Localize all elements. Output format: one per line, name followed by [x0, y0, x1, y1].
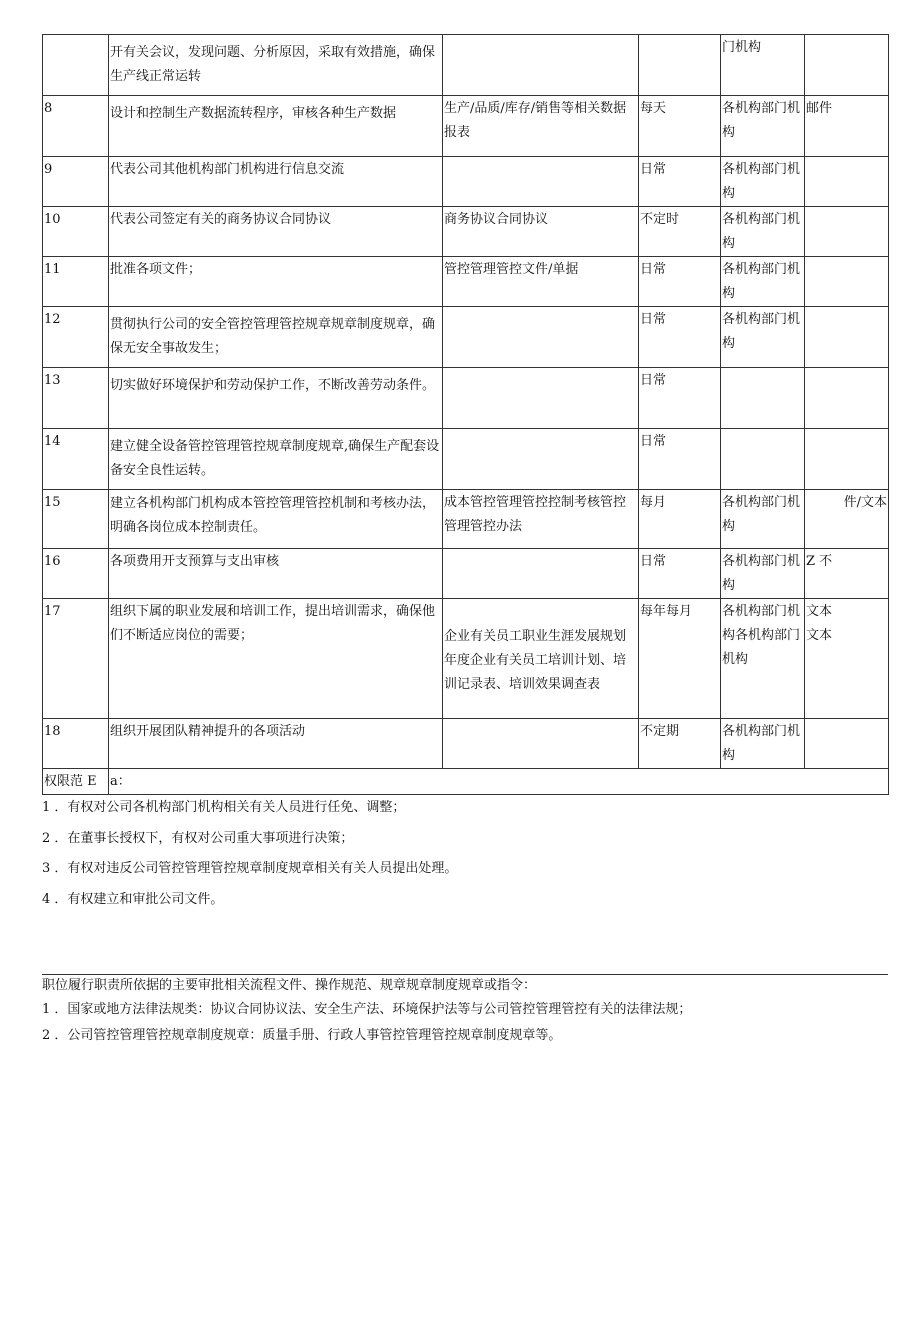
row-frequency: 不定期 [639, 719, 721, 769]
authority-list [42, 796, 888, 918]
row-description: 开有关会议，发现问题、分析原因，采取有效措施，确保生产线正常运转 [109, 35, 443, 96]
basis-item: 2 ．公司管控管理管控规章制度规章：质量手册、行政人事管控管理管控规章制度规章等。 [42, 1028, 562, 1043]
row-method: 文本 文本 [805, 599, 889, 719]
row-target: 各机构部门机构 [721, 307, 805, 368]
row-frequency: 日常 [639, 257, 721, 307]
row-number: 15 [43, 490, 109, 549]
table-row [43, 257, 889, 307]
row-target: 各机构部门机构 [721, 157, 805, 207]
row-number: 9 [43, 157, 109, 207]
basis-section [42, 974, 888, 1049]
row-description: 各项费用开支预算与支出审核 [109, 549, 443, 599]
authority-label: 权限范 E [43, 769, 109, 795]
row-output [443, 307, 639, 368]
row-number [43, 35, 109, 96]
row-frequency: 每天 [639, 96, 721, 157]
row-frequency: 日常 [639, 429, 721, 490]
row-target: 各机构部门机构 [721, 719, 805, 769]
row-output [443, 549, 639, 599]
row-frequency: 日常 [639, 157, 721, 207]
row-method [805, 429, 889, 490]
row-description: 设计和控制生产数据流转程序，审核各种生产数据 [109, 96, 443, 157]
duties-table [42, 34, 889, 795]
row-output [443, 35, 639, 96]
row-output: 企业有关员工职业生涯发展规划 年度企业有关员工培训计划、培训记录表、培训效果调查表 [443, 599, 639, 719]
authority-item: 4 ．有权建立和审批公司文件。 [42, 891, 224, 907]
authority-row [43, 769, 889, 795]
row-method: 邮件 [805, 96, 889, 157]
authority-item: 3 ．有权对违反公司管控管理管控规章制度规章相关有关人员提出处理。 [42, 861, 458, 876]
row-target [721, 368, 805, 429]
row-output: 商务协议合同协议 [443, 207, 639, 257]
row-description: 建立各机构部门机构成本管控管理管控机制和考核办法，明确各岗位成本控制责任。 [109, 490, 443, 549]
table-row [43, 207, 889, 257]
row-number: 11 [43, 257, 109, 307]
row-target: 各机构部门机构 [721, 549, 805, 599]
row-description: 代表公司其他机构部门机构进行信息交流 [109, 157, 443, 207]
row-method [805, 307, 889, 368]
row-frequency: 日常 [639, 549, 721, 599]
row-method: 件/文本 [805, 490, 889, 549]
row-description: 切实做好环境保护和劳动保护工作，不断改善劳动条件。 [109, 368, 443, 429]
row-output [443, 157, 639, 207]
row-frequency: 每月 [639, 490, 721, 549]
row-frequency: 日常 [639, 307, 721, 368]
row-number: 16 [43, 549, 109, 599]
row-target: 各机构部门机构 [721, 257, 805, 307]
row-target: 各机构部门机构各机构部门机构 [721, 599, 805, 719]
row-method [805, 35, 889, 96]
row-frequency: 日常 [639, 368, 721, 429]
row-output: 成本管控管理管控控制考核管控管理管控办法 [443, 490, 639, 549]
row-description: 组织开展团队精神提升的各项活动 [109, 719, 443, 769]
table-row [43, 307, 889, 368]
row-output [443, 429, 639, 490]
row-number: 13 [43, 368, 109, 429]
row-description: 建立健全设备管控管理管控规章制度规章,确保生产配套设备安全良性运转。 [109, 429, 443, 490]
row-target: 各机构部门机构 [721, 96, 805, 157]
row-frequency: 每年每月 [639, 599, 721, 719]
row-output: 管控管理管控文件/单据 [443, 257, 639, 307]
basis-title: 职位履行职责所依据的主要审批相关流程文件、操作规范、规章规章制度规章或指令： [42, 978, 537, 993]
row-number: 12 [43, 307, 109, 368]
row-output [443, 368, 639, 429]
row-frequency [639, 35, 721, 96]
table-row [43, 96, 889, 157]
row-target: 各机构部门机构 [721, 490, 805, 549]
row-frequency: 不定时 [639, 207, 721, 257]
row-description: 组织下属的职业发展和培训工作，提出培训需求，确保他们不断适应岗位的需要； [109, 599, 443, 719]
authority-item: 1 ．有权对公司各机构部门机构相关有关人员进行任免、调整； [42, 800, 406, 815]
row-output [443, 719, 639, 769]
row-description: 代表公司签定有关的商务协议合同协议 [109, 207, 443, 257]
authority-value: a： [109, 769, 889, 795]
table-row [43, 599, 889, 719]
row-target: 门机构 [721, 35, 805, 96]
row-number: 18 [43, 719, 109, 769]
basis-item: 1 ．国家或地方法律法规类：协议合同协议法、安全生产法、环境保护法等与公司管控管理管控有关的法律法规； [42, 1002, 692, 1017]
row-number: 14 [43, 429, 109, 490]
row-number: 8 [43, 96, 109, 157]
table-row [43, 549, 889, 599]
row-method [805, 368, 889, 429]
table-row [43, 368, 889, 429]
table-row [43, 35, 889, 96]
table-row [43, 719, 889, 769]
row-number: 17 [43, 599, 109, 719]
row-method [805, 157, 889, 207]
row-output: 生产/品质/库存/销售等相关数据报表 [443, 96, 639, 157]
row-method [805, 719, 889, 769]
table-row [43, 490, 889, 549]
row-target [721, 429, 805, 490]
row-description: 批准各项文件； [109, 257, 443, 307]
row-method: Z 不 [805, 549, 889, 599]
row-target: 各机构部门机构 [721, 207, 805, 257]
authority-item: 2 ．在董事长授权下，有权对公司重大事项进行决策； [42, 830, 354, 846]
row-description: 贯彻执行公司的安全管控管理管控规章规章制度规章，确保无安全事故发生； [109, 307, 443, 368]
row-method [805, 207, 889, 257]
row-number: 10 [43, 207, 109, 257]
row-method [805, 257, 889, 307]
table-row [43, 429, 889, 490]
table-row [43, 157, 889, 207]
